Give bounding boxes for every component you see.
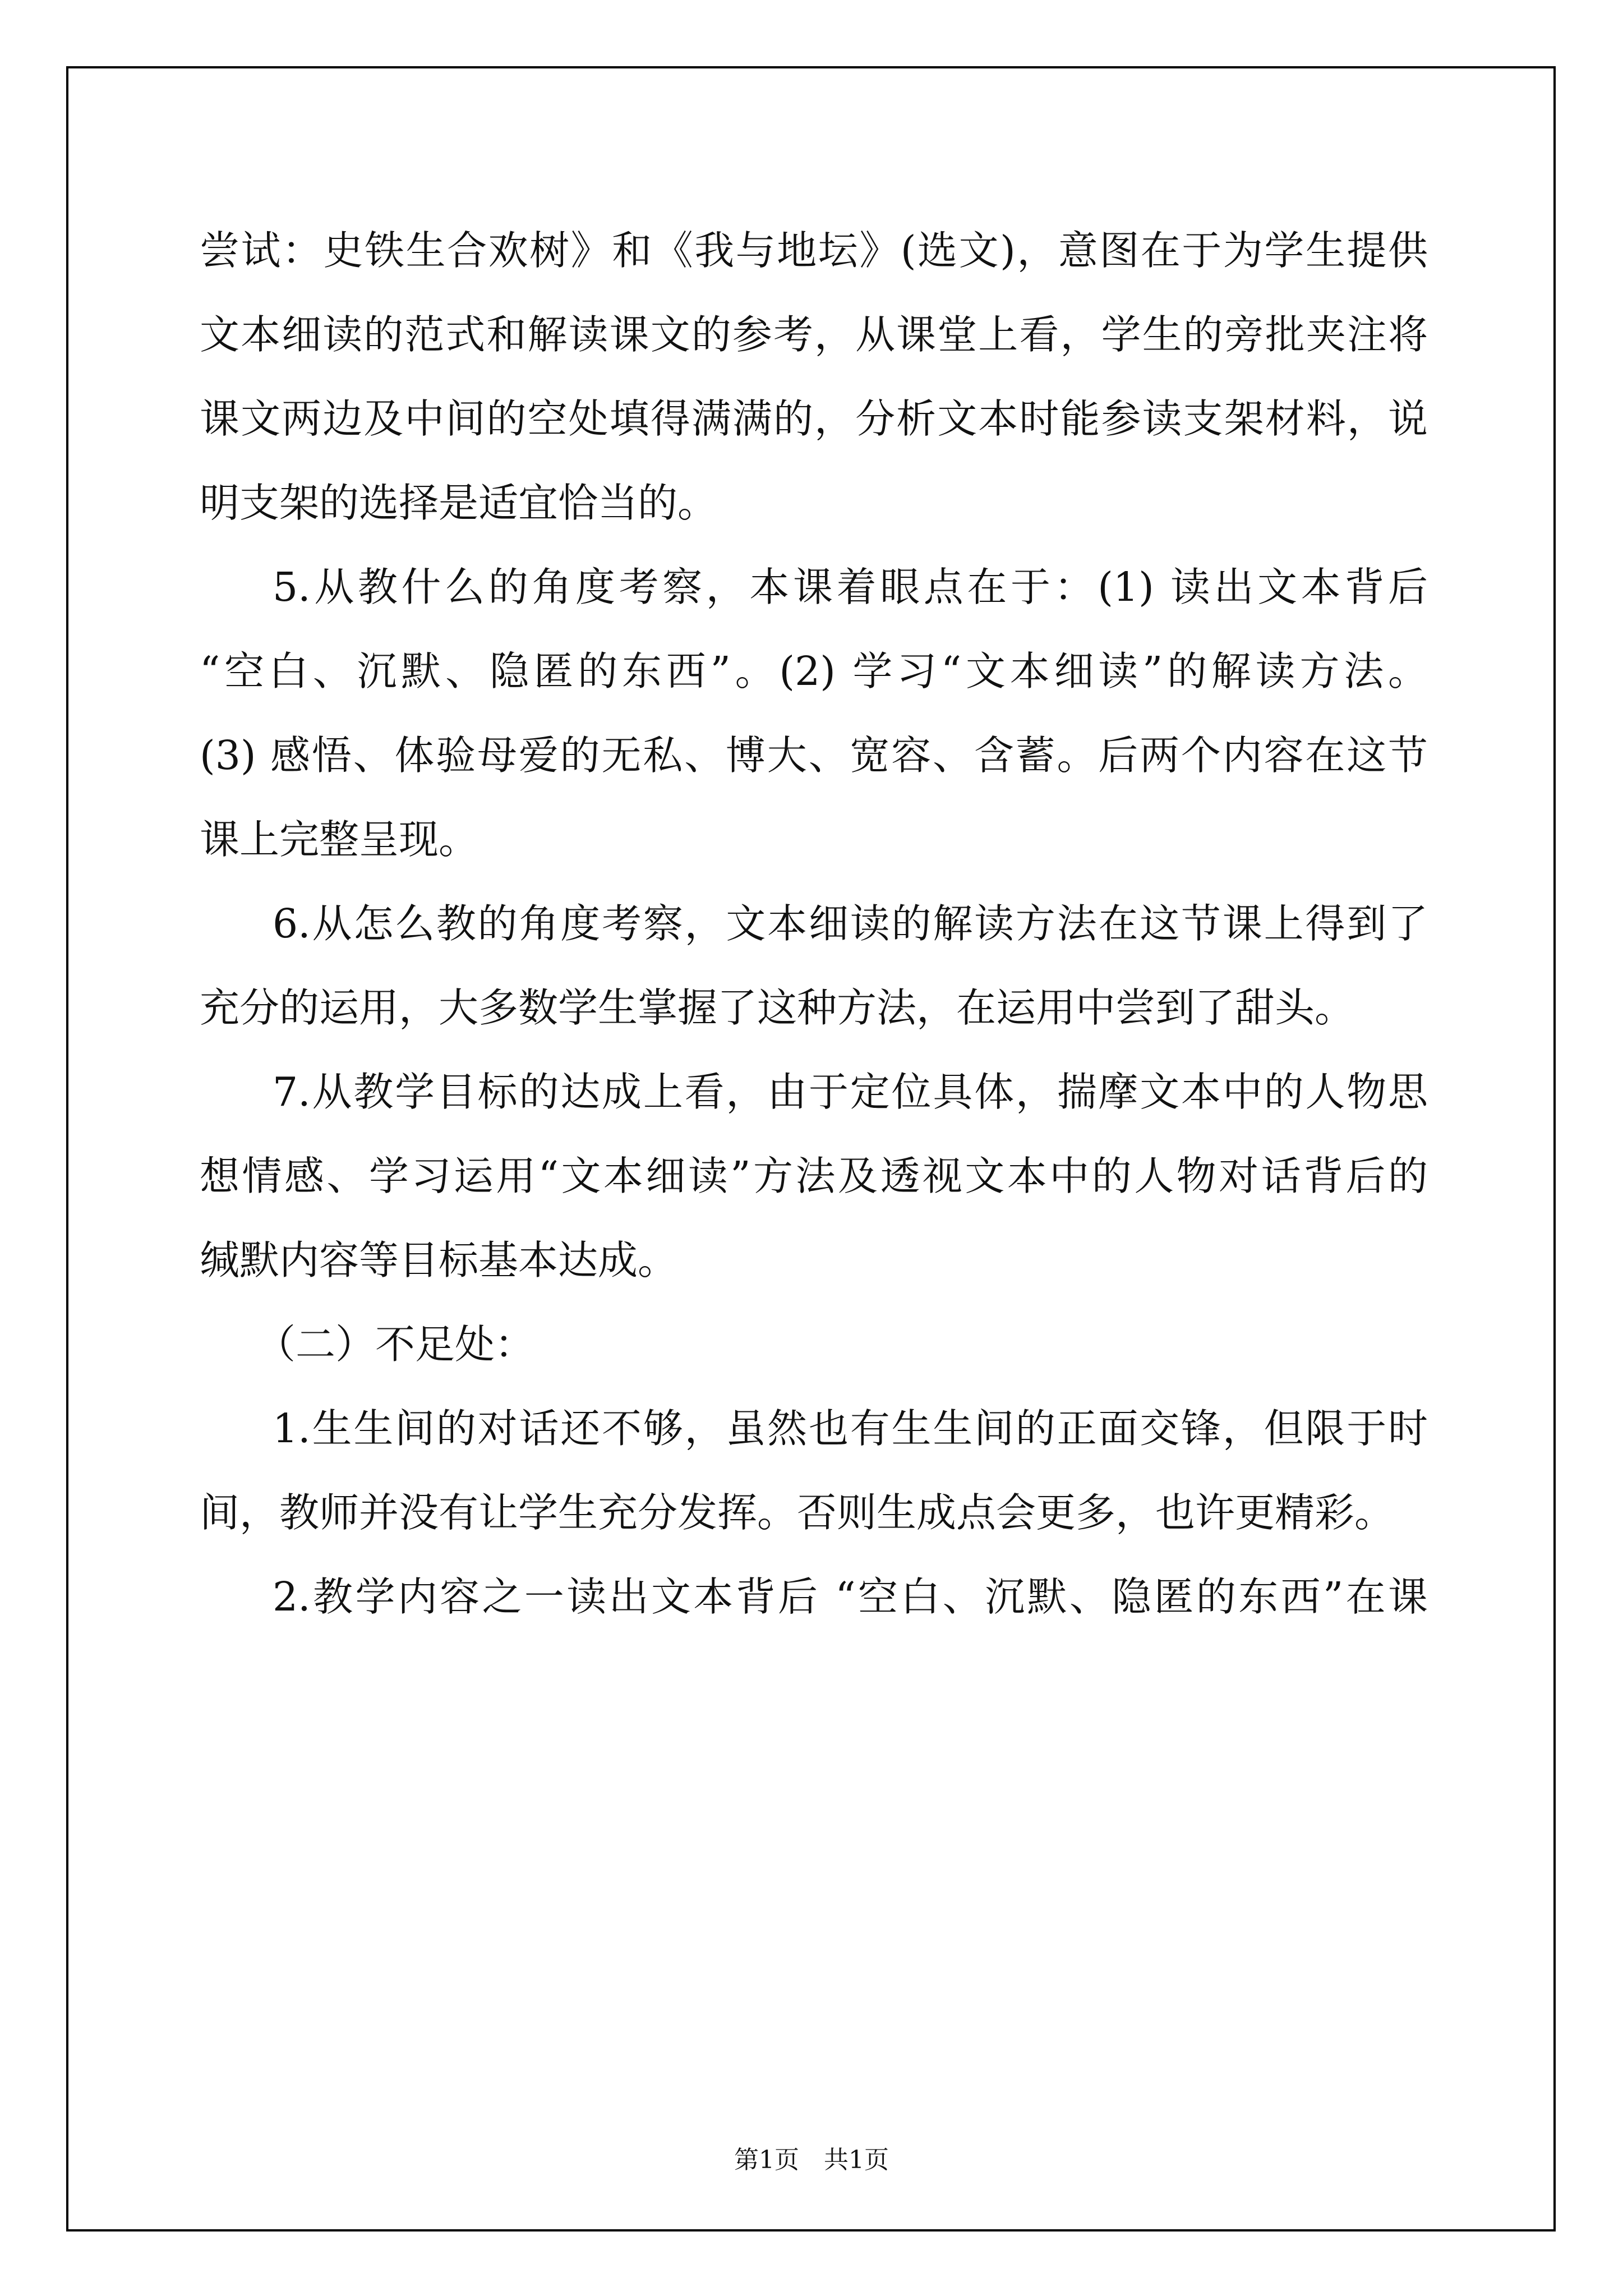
text-line-4: 明支架的选择是适宜恰当的。 (200, 480, 718, 526)
paragraph-6-line-1: 6.从怎么教的角度考察，文本细读的解读方法在这节课上得到了 (273, 900, 1428, 947)
paragraph-5-line-4: 课上完整呈现。 (200, 816, 479, 863)
text-line-3: 课文两边及中间的空处填得满满的，分析文本时能参读支架材料，说 (200, 395, 1428, 442)
section-heading: （二）不足处： (256, 1321, 535, 1368)
page-footer: 第1页 共1页 (734, 2146, 889, 2174)
shortcoming-1-line-1: 1.生生间的对话还不够，虽然也有生生间的正面交锋，但限于时 (273, 1405, 1428, 1452)
paragraph-5-line-1: 5.从教什么的角度考察，本课着眼点在于：(1) 读出文本背后 (273, 564, 1428, 610)
text-line-2: 文本细读的范式和解读课文的参考，从课堂上看，学生的旁批夹注将 (200, 311, 1428, 358)
paragraph-7-line-3: 缄默内容等目标基本达成。 (200, 1237, 678, 1283)
paragraph-6-line-2: 充分的运用，大多数学生掌握了这种方法，在运用中尝到了甜头。 (200, 984, 1355, 1031)
shortcoming-1-line-2: 间，教师并没有让学生充分发挥。否则生成点会更多，也许更精彩。 (200, 1489, 1395, 1536)
paragraph-7-line-1: 7.从教学目标的达成上看，由于定位具体，揣摩文本中的人物思 (273, 1069, 1428, 1115)
shortcoming-2-line-1: 2.教学内容之一读出文本背后 “空白、沉默、隐匿的东西”在课 (273, 1573, 1428, 1620)
text-line-1: 尝试：史铁生合欢树》和《我与地坛》(选文)，意图在于为学生提供 (200, 227, 1428, 274)
paragraph-5-line-3: (3) 感悟、体验母爱的无私、博大、宽容、含蓄。后两个内容在这节 (200, 732, 1428, 779)
paragraph-7-line-2: 想情感、学习运用“文本细读”方法及透视文本中的人物对话背后的 (200, 1153, 1428, 1199)
paragraph-5-line-2: “空白、沉默、隐匿的东西”。(2) 学习“文本细读”的解读方法。 (200, 648, 1428, 694)
document-body (200, 209, 1428, 1639)
